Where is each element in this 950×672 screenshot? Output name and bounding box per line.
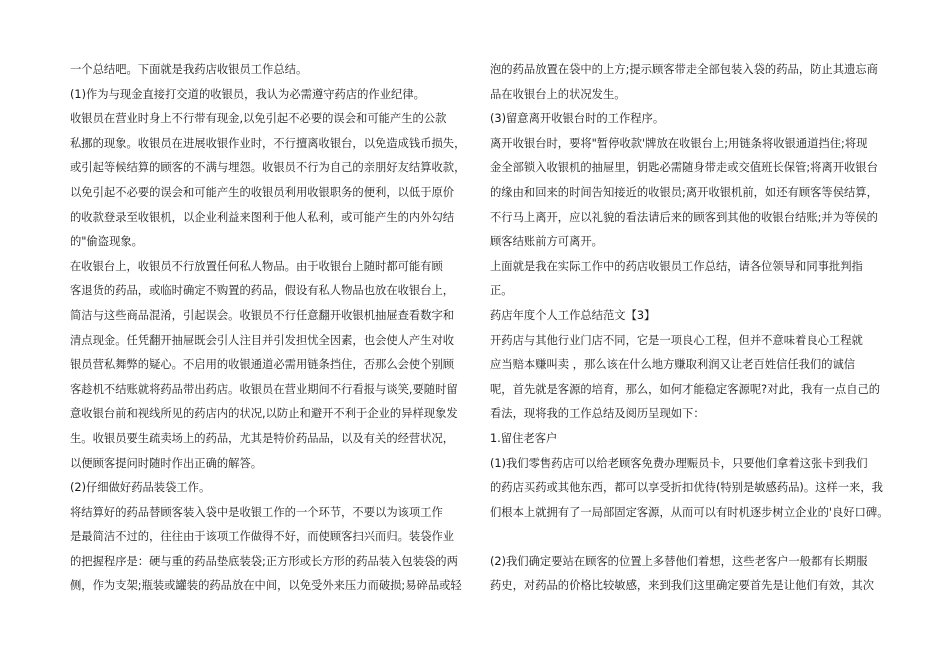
- text-line: 银员营私舞弊的疑心。不启用的收银通道必需用链条挡住，否那么会使个别顾: [70, 358, 455, 372]
- text-line: 客退货的药品，或临时确定不购置的药品，假设有私人物品也放在收银台上，: [70, 284, 455, 298]
- text-line: 离开收银台时，要将"暂停收款'牌放在收银台上;用链条将收银通道挡住;将现: [490, 136, 868, 150]
- text-line: 应当赔本赚叫卖 ，那么该在什么地方赚取利润又让老百姓信任我们的诚信: [490, 358, 856, 372]
- text-line: 是最简洁不过的，往往由于该项工作做得不好，而使顾客扫兴而归。装袋作业: [70, 530, 455, 544]
- text-line: 收银员在营业时身上不行带有现金,以免引起不必要的误会和可能产生的公款: [70, 112, 447, 126]
- text-line: 客趁机不结账就将药品带出药店。收银员在营业期间不行看报与谈笑,要随时留: [70, 382, 458, 396]
- text-line: 在收银台上，收银员不行放置任何私人物品。由于收银台上随时都可能有顾: [70, 259, 443, 273]
- text-line: 侧，作为支架;瓶装或罐装的药品放在中间，以免受外来压力而破损;易碎品或轻: [70, 579, 462, 593]
- text-line: 品在收银台上的状况发生。: [490, 87, 626, 101]
- text-line: (2)仔细做好药品装袋工作。: [70, 481, 211, 495]
- text-line: 的收款登录至收银机，以企业利益来图利于他人私利，或可能产生的内外勾结: [70, 210, 455, 224]
- text-line: 的缘由和回来的时间告知接近的收银员;离开收银机前，如还有顾客等侯结算，: [490, 185, 878, 199]
- blank-line: [490, 525, 895, 550]
- text-line: 意收银台前和视线所见的药店内的状况,以防止和避开不利于企业的异样现象发: [70, 407, 458, 421]
- text-line: 们根本上就拥有了一局部固定客源，从而可以有时机逐步树立企业的'良好口碑。: [490, 505, 889, 519]
- text-line: 金全部锁入收银机的抽屉里，钥匙必需随身带走或交值班长保管;将离开收银台: [490, 161, 878, 175]
- text-line: 药店年度个人工作总结范文【3】: [490, 308, 656, 322]
- text-line: 开药店与其他行业门店不同，它是一项良心工程，但并不意味着良心工程就: [490, 333, 863, 347]
- text-line: 看法，现将我的工作总结及阅历呈现如下：: [490, 407, 705, 421]
- text-line: 私挪的现象。收银员在进展收银作业时，不行擅离收银台，以免造成钱币损失，: [70, 136, 466, 150]
- text-line: 泡的药品放置在袋中的上方;提示顾客带走全部包装入袋的药品，防止其遗忘商: [490, 63, 878, 76]
- text-line: 药史，对药品的价格比较敏感，来到我们这里确定要首先是让他们有效，其次: [490, 579, 875, 593]
- text-line: 1.留住老客户: [490, 431, 558, 445]
- text-line: 的药店买药或其他东西，都可以享受折扣优待(特别是敏感药品)。这样一来，我: [490, 481, 883, 495]
- text-line: 将结算好的药品替顾客装入袋中是收银工作的一个环节，不要以为该项工作: [70, 505, 443, 519]
- text-line: 以免引起不必要的误会和可能产生的收银员利用收银职务的便利，以低于原价: [70, 185, 455, 199]
- text-line: 一个总结吧。下面就是我药店收银员工作总结。: [70, 63, 308, 76]
- text-line: 的"偷盗现象。: [70, 235, 143, 249]
- text-line: 呢，首先就是客源的培育，那么，如何才能稳定客源呢?对此，我有一点自己的: [490, 382, 881, 396]
- text-line: 正。: [490, 284, 513, 298]
- text-line: 或引起等候结算的顾客的不满与埋怨。收银员不行为自己的亲朋好友结算收款，: [70, 161, 466, 175]
- text-line: (3)留意离开收银台时的工作程序。: [490, 112, 665, 126]
- text-line: 清点现金。任凭翻开抽屉既会引人注目并引发担忧全因素，也会使人产生对收: [70, 333, 455, 347]
- text-line: 以便顾客提问时随时作出正确的解答。: [70, 456, 263, 470]
- text-line: 生。收银员要生疏卖场上的药品，尤其是特价药品品，以及有关的经营状况，: [70, 431, 455, 445]
- left-column: [70, 58, 475, 599]
- text-line: (1)作为与现金直接打交道的收银员，我认为必需遵守药店的作业纪律。: [70, 87, 425, 101]
- text-line: 的把握程序是：硬与重的药品垫底装袋;正方形或长方形的药品装入包装袋的两: [70, 554, 458, 568]
- text-line: (1)我们零售药店可以给老顾客免费办理赈员卡，只要他们拿着这张卡到我们: [490, 456, 868, 470]
- text-line: 上面就是我在实际工作中的药店收银员工作总结，请各位领导和同事批判指: [490, 259, 863, 273]
- text-line: (2)我们确定要站在顾客的位置上多替他们着想，这些老客户一般都有长期服: [490, 554, 868, 568]
- text-line: 简洁与这些商品混淆，引起误会。收银员不行任意翻开收银机抽屉查看数字和: [70, 308, 455, 322]
- right-column: [490, 58, 895, 599]
- text-line: 不行马上离开，应以礼貌的看法请后来的顾客到其他的收银台结账;并为等侯的: [490, 210, 878, 224]
- text-line: 顾客结账前方可离开。: [490, 235, 603, 249]
